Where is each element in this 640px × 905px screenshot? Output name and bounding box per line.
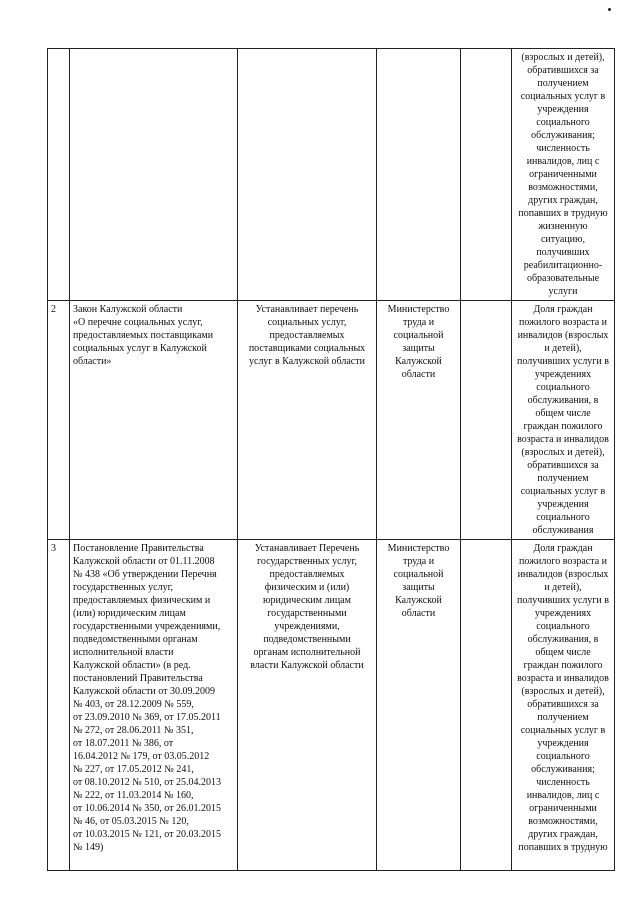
row-number-cell: [48, 49, 70, 301]
table-row: [48, 301, 615, 540]
legal-acts-table: [47, 48, 615, 871]
legal-act-cell: Постановление Правительства Калужской области от 01.11.2008 № 438 «Об утверждении Перечня государственных услуг, предоставляемых физическим и (или) юридическим лицам государственными учреждениями, подведомственными органам исполнительной власти Калужской области» (в ред. постановлений Правительства Калужской области от 30.09.2009 № 403, от 28.12.2009 № 559, от 23.09.2010 № 369, от 17.05.2011 № 272, от 28.06.2011 № 351, от 18.07.2011 № 386, от 16.04.2012 № 179, от 03.05.2012 № 227, от 17.05.2012 № 241, от 08.10.2012 № 510, от 25.04.2013 № 222, от 11.03.2014 № 160, от 10.06.2014 № 350, от 26.01.2015 № 46, от 05.03.2015 № 120, от 10.03.2015 № 121, от 20.03.2015 № 149): [70, 540, 238, 871]
legal-act-cell: [70, 49, 238, 301]
description-cell: Устанавливает Перечень государственных услуг, предоставляемых физическим и (или) юридическим лицам государственными учреждениями, подведомственными органам исполнительной власти Калужской области: [238, 540, 377, 871]
executor-cell: Министерство труда и социальной защиты Калужской области: [377, 301, 461, 540]
row-number-cell: 3: [48, 540, 70, 871]
empty-cell: [461, 49, 512, 301]
executor-cell: Министерство труда и социальной защиты Калужской области: [377, 540, 461, 871]
indicator-cell: (взрослых и детей), обратившихся за получением социальных услуг в учреждения социального обслуживания; численность инвалидов, лиц с ограниченными возможностями, других граждан, попавших в трудную жизненную ситуацию, получивших реабилитационно- образовательные услуги: [512, 49, 615, 301]
indicator-cell: Доля граждан пожилого возраста и инвалидов (взрослых и детей), получивших услуги в учреждениях социального обслуживания, в общем числе граждан пожилого возраста и инвалидов (взрослых и детей), обратившихся за получением социальных услуг в учреждения социального обслуживания; численность инвалидов, лиц с ограниченными возможностями, других граждан, попавших в трудную: [512, 540, 615, 871]
empty-cell: [461, 301, 512, 540]
description-cell: Устанавливает перечень социальных услуг, предоставляемых поставщиками социальных услуг в Калужской области: [238, 301, 377, 540]
executor-cell: [377, 49, 461, 301]
table-row: [48, 49, 615, 301]
description-cell: [238, 49, 377, 301]
row-number-cell: 2: [48, 301, 70, 540]
table-row: [48, 540, 615, 871]
empty-cell: [461, 540, 512, 871]
indicator-cell: Доля граждан пожилого возраста и инвалидов (взрослых и детей), получивших услуги в учреждениях социального обслуживания, в общем числе граждан пожилого возраста и инвалидов (взрослых и детей), обратившихся за получением социальных услуг в учреждения социального обслуживания: [512, 301, 615, 540]
legal-act-cell: Закон Калужской области «О перечне социальных услуг, предоставляемых поставщиками социальных услуг в Калужской области»: [70, 301, 238, 540]
scan-speck: [608, 8, 611, 11]
